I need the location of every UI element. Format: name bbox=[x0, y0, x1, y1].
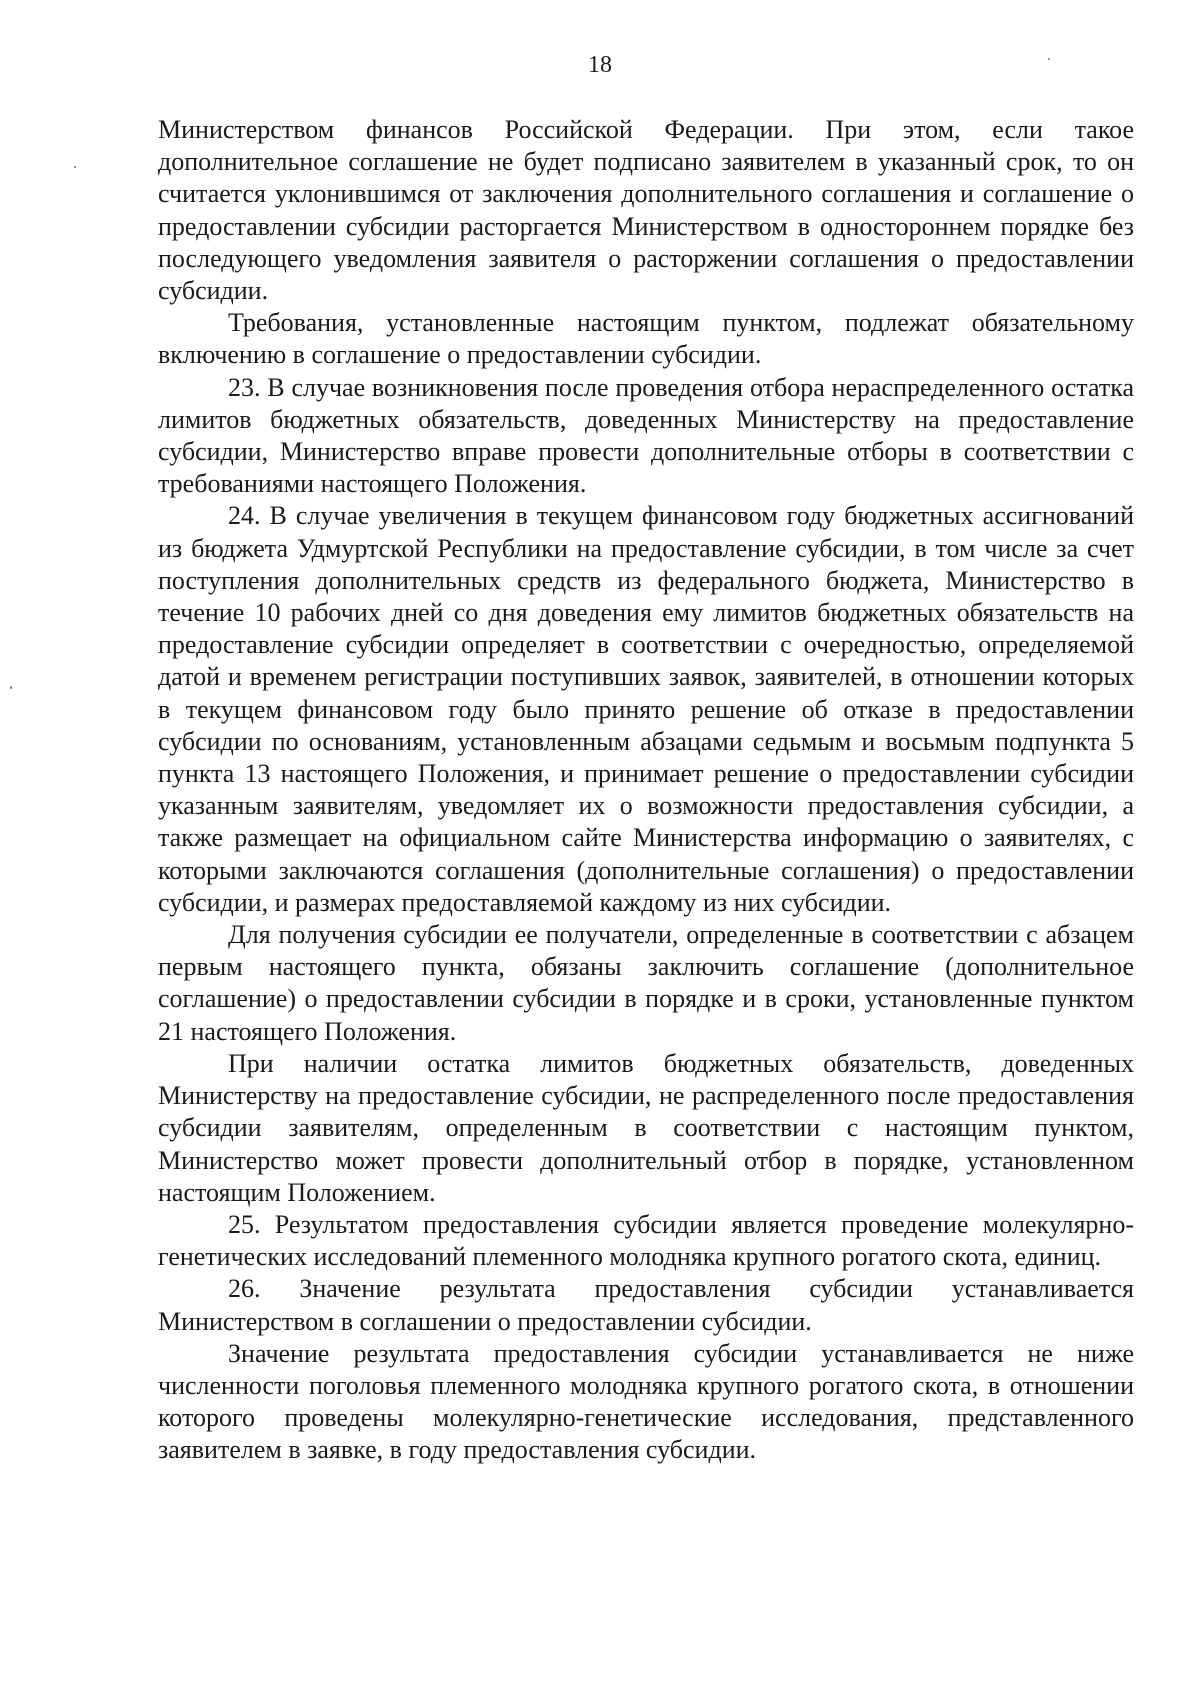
paragraph-remaining-limits: При наличии остатка лимитов бюджетных обязательств, доведенных Министерству на предоставление субсидии, не распределенного после предоставления субсидии заявителям, определенным в соответствии с настоящим пунктом, Министерство может провести дополнительный отбор в порядке, установленном настоящим Положением. bbox=[158, 1048, 1134, 1207]
paragraph-recipients: Для получения субсидии ее получатели, определенные в соответствии с абзацем первым настоящего пункта, обязаны заключить соглашение (дополнительное соглашение) о предоставлении субсидии в порядке и в сроки, установленные пунктом 21 настоящего Положения. bbox=[158, 920, 1134, 1046]
document-body bbox=[158, 114, 1134, 1467]
paragraph-clause-25: 25. Результатом предоставления субсидии является проведение молекулярно-генетических исследований племенного молодняка крупного рогатого скота, единиц. bbox=[158, 1209, 1134, 1272]
paragraph-clause-24: 24. В случае увеличения в текущем финансовом году бюджетных ассигнований из бюджета Удмуртской Республики на предоставление субсидии, в том числе за счет поступления дополнительных средств из федерального бюджета, Министерство в течение 10 рабочих дней со дня доведения ему лимитов бюджетных обязательств на предоставление субсидии определяет в соответствии с очередностью, определяемой датой и временем регистрации поступивших заявок, заявителей, в отношении которых в текущем финансовом году было принято решение об отказе в предоставлении субсидии по основаниям, установленным абзацами седьмым и восьмым подпункта 5 пункта 13 настоящего Положения, и принимает решение о предоставлении субсидии указанным заявителям, уведомляет их о возможности предоставления субсидии, а также размещает на официальном сайте Министерства информацию о заявителях, с которыми заключаются соглашения (дополнительные соглашения) о предоставлении субсидии, и размерах предоставляемой каждому из них субсидии. bbox=[158, 501, 1134, 917]
paragraph-result-value: Значение результата предоставления субсидии устанавливается не ниже численности поголовья племенного молодняка крупного рогатого скота, в отношении которого проведены молекулярно-генетические исследования, представленного заявителем в заявке, в году предоставления субсидии. bbox=[158, 1338, 1134, 1465]
scan-speck bbox=[1048, 58, 1050, 60]
paragraph-requirements: Требования, установленные настоящим пунктом, подлежат обязательному включению в соглашение о предоставлении субсидии. bbox=[158, 308, 1134, 370]
paragraph-clause-26: 26. Значение результата предоставления субсидии устанавливается Министерством в соглашении о предоставлении субсидии. bbox=[158, 1274, 1134, 1336]
paragraph-clause-23: 23. В случае возникновения после проведения отбора нераспределенного остатка лимитов бюджетных обязательств, доведенных Министерству на предоставление субсидии, Министерство вправе провести дополнительные отборы в соответствии с требованиями настоящего Положения. bbox=[158, 372, 1134, 499]
paragraph-continuation: Министерством финансов Российской Федерации. При этом, если такое дополнительное соглашение не будет подписано заявителем в указанный срок, то он считается уклонившимся от заключения дополнительного соглашения и соглашение о предоставлении субсидии расторгается Министерством в одностороннем порядке без последующего уведомления заявителя о расторжении соглашения о предоставлении субсидии. bbox=[158, 115, 1134, 306]
page-number: 18 bbox=[588, 52, 612, 78]
scan-speck bbox=[10, 686, 12, 689]
scan-speck bbox=[74, 166, 76, 168]
